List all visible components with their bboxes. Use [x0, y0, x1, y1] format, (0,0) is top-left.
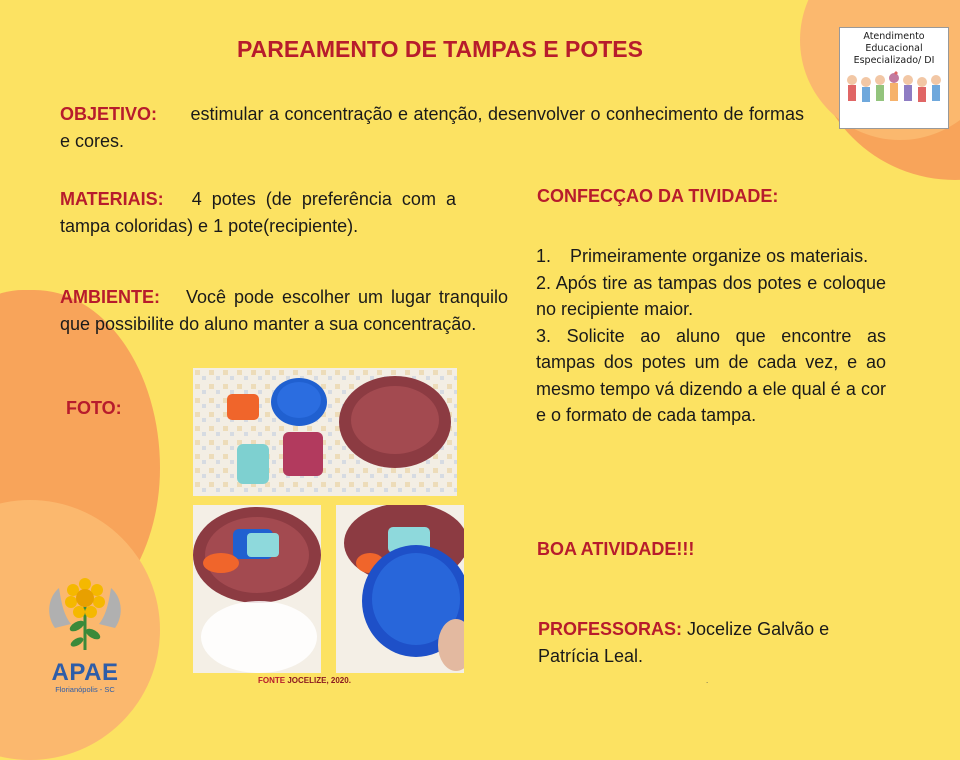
materiais-text: 4 potes (de preferência com a tampa coloridas) e 1 pote(recipiente).	[60, 189, 456, 236]
aee-logo-line1: Atendimento	[863, 31, 925, 42]
professoras-names: Jocelize Galvão e Patrícia Leal.	[538, 619, 830, 666]
objetivo-section	[60, 101, 804, 155]
apae-logo	[40, 570, 130, 710]
objetivo-text: estimular a concentração e atenção, desenvolver o conhecimento de formas e cores.	[60, 104, 804, 151]
materiais-section	[60, 186, 456, 240]
photo-blue-lid-in-hand	[336, 505, 464, 673]
step-3: 3. Solicite ao aluno que encontre as tampas dos potes um de cada vez, e ao mesmo tempo vá dizendo a ele qual é a cor e o formato de cada tampa.	[536, 325, 886, 425]
professoras-section	[538, 616, 878, 670]
photo-source-text: JOCELIZE, 2020.	[287, 676, 351, 685]
children-illustration-icon	[844, 70, 944, 110]
ambiente-section	[60, 284, 508, 338]
step-1	[536, 243, 886, 270]
step-1-number: 1.	[536, 246, 552, 266]
confeccao-heading: CONFECÇAO DA TIVIDADE:	[537, 186, 779, 206]
boa-atividade: BOA ATIVIDADE!!!	[537, 539, 695, 559]
sunflower-hands-icon	[41, 570, 129, 658]
foto-label: FOTO:	[66, 398, 122, 418]
aee-logo	[839, 27, 949, 129]
page-title: PAREAMENTO DE TAMPAS E POTES	[237, 36, 643, 62]
confeccao-steps	[536, 243, 886, 429]
apae-city: Florianópolis - SC	[55, 685, 115, 694]
aee-logo-line2: Educacional	[865, 43, 923, 54]
aee-logo-line3: Especializado/ DI	[853, 55, 935, 66]
photo-lids-and-bowl	[193, 368, 457, 496]
photo-source-label: FONTE	[258, 676, 286, 685]
photo-source	[258, 676, 351, 685]
ambiente-label: AMBIENTE:	[60, 287, 160, 307]
ambiente-text: Você pode escolher um lugar tranquilo que possibilite do aluno manter a sua concentração.	[60, 287, 508, 334]
objetivo-label: OBJETIVO:	[60, 104, 158, 124]
step-2: 2. Após tire as tampas dos potes e coloque no recipiente maior.	[536, 272, 886, 319]
step-1-text: Primeiramente organize os materiais.	[570, 246, 869, 266]
photo-bowl-with-lids	[193, 505, 321, 673]
apae-name: APAE	[51, 659, 119, 686]
stray-dot: .	[706, 676, 709, 685]
materiais-label: MATERIAIS:	[60, 189, 164, 209]
professoras-label: PROFESSORAS:	[538, 619, 683, 639]
